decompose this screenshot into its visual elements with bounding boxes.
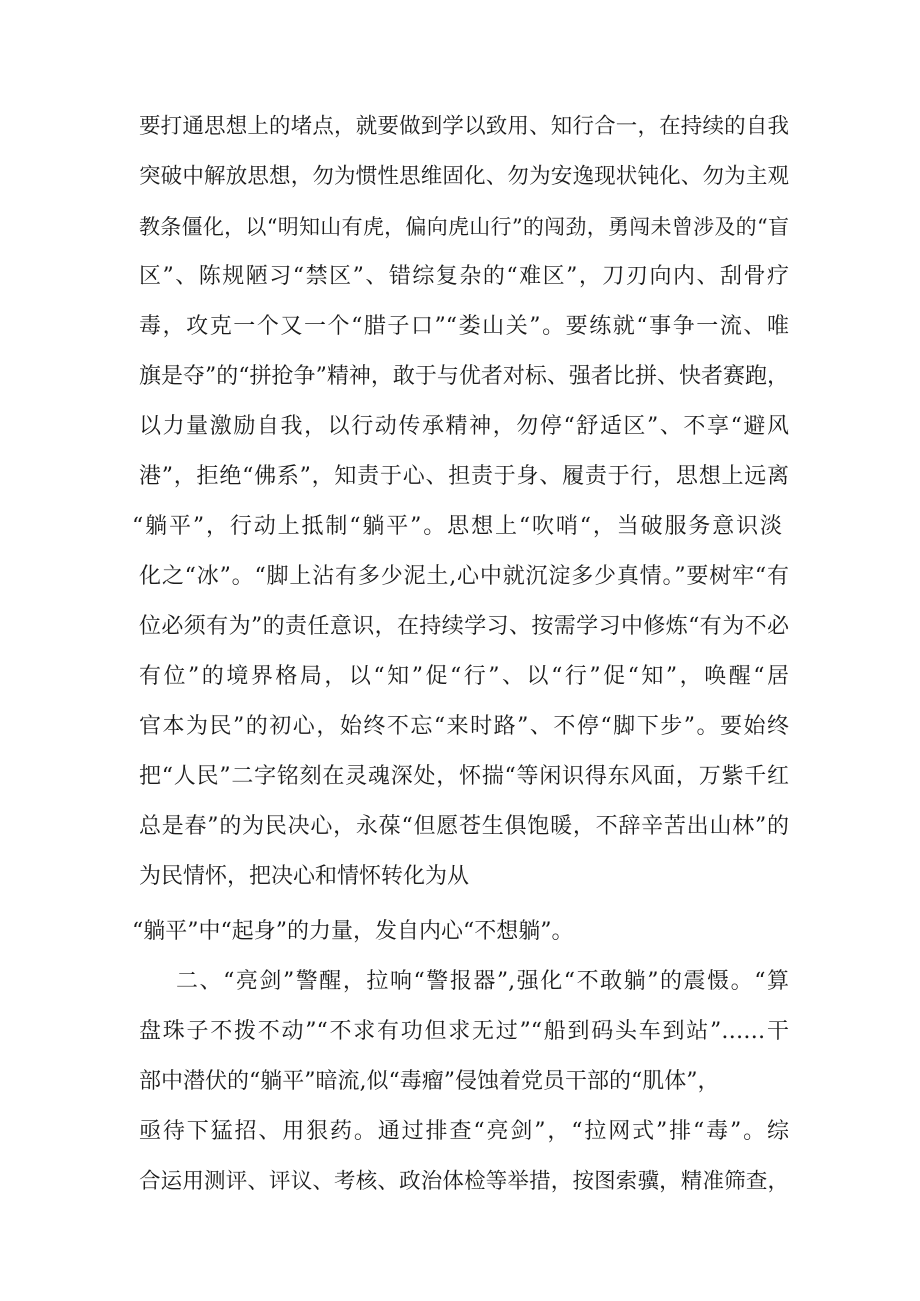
text-line-4: 区”、陈规陋习“禁区”、错综复杂的“难区”，刀刃向内、刮骨疗 [139, 264, 789, 289]
text-line-20: 部中潜伏的“躺平”暗流,似“毒瘤”侵蚀着党员干部的“肌体”， [139, 1069, 720, 1094]
section-heading-line: 二、“亮剑”警醒，拉响“警报器”,强化“不敢躺”的震慑。“算 [176, 969, 789, 994]
text-line-14: 把“人民”二字铭刻在灵魂深处，怀揣“等闲识得东风面，万紫千红 [139, 764, 789, 789]
text-line-22: 合运用测评、评议、考核、政治体检等举措，按图索骥，精准筛查， [139, 1169, 789, 1194]
text-line-2: 突破中解放思想，勿为惯性思维固化、勿为安逸现状钝化、勿为主观 [139, 164, 789, 189]
text-line-11: 位必须有为”的责任意识，在持续学习、按需学习中修炼“有为不必 [139, 614, 789, 639]
text-line-7: 以力量激励自我，以行动传承精神，勿停“舒适区”、不享“避风 [139, 414, 789, 439]
text-line-19: 盘珠子不拨不动”“不求有功但求无过”“船到码头车到站”……干 [139, 1019, 789, 1044]
text-line-12: 有位”的境界格局，以“知”促“行”、以“行”促“知”，唤醒“居 [139, 664, 789, 689]
text-line-13: 官本为民”的初心，始终不忘“来时路”、不停“脚下步”。要始终 [139, 714, 789, 739]
text-line-1: 要打通思想上的堵点，就要做到学以致用、知行合一，在持续的自我 [139, 114, 789, 139]
text-line-15: 总是春”的为民决心，永葆“但愿苍生俱饱暖，不辞辛苦出山林”的 [139, 814, 789, 839]
text-line-9: “躺平”，行动上抵制“躺平”。思想上“吹哨“，当破服务意识淡 [132, 514, 782, 539]
text-line-3: 教条僵化，以“明知山有虎，偏向虎山行”的闯劲，勇闯未曾涉及的“盲 [139, 215, 789, 239]
text-line-6: 旗是夺”的“拼抢争”精神，敢于与优者对标、强者比拼、快者赛跑， [139, 364, 789, 389]
text-line-10: 化之“冰”。“脚上沾有多少泥土,心中就沉淀多少真情。”要树牢“有 [139, 564, 789, 589]
text-line-21: 亟待下猛招、用狠药。通过排查“亮剑”，“拉网式”排“毒”。综 [139, 1119, 789, 1144]
text-line-5: 毒，攻克一个又一个“腊子口”“娄山关”。要练就“事争一流、唯 [139, 314, 789, 339]
text-line-8: 港”，拒绝“佛系”，知责于心、担责于身、履责于行，思想上远离 [139, 464, 789, 489]
text-line-16: 为民情怀，把决心和情怀转化为从 [139, 864, 470, 889]
text-line-17: “躺平”中“起身”的力量，发自内心“不想躺”。 [132, 919, 574, 944]
